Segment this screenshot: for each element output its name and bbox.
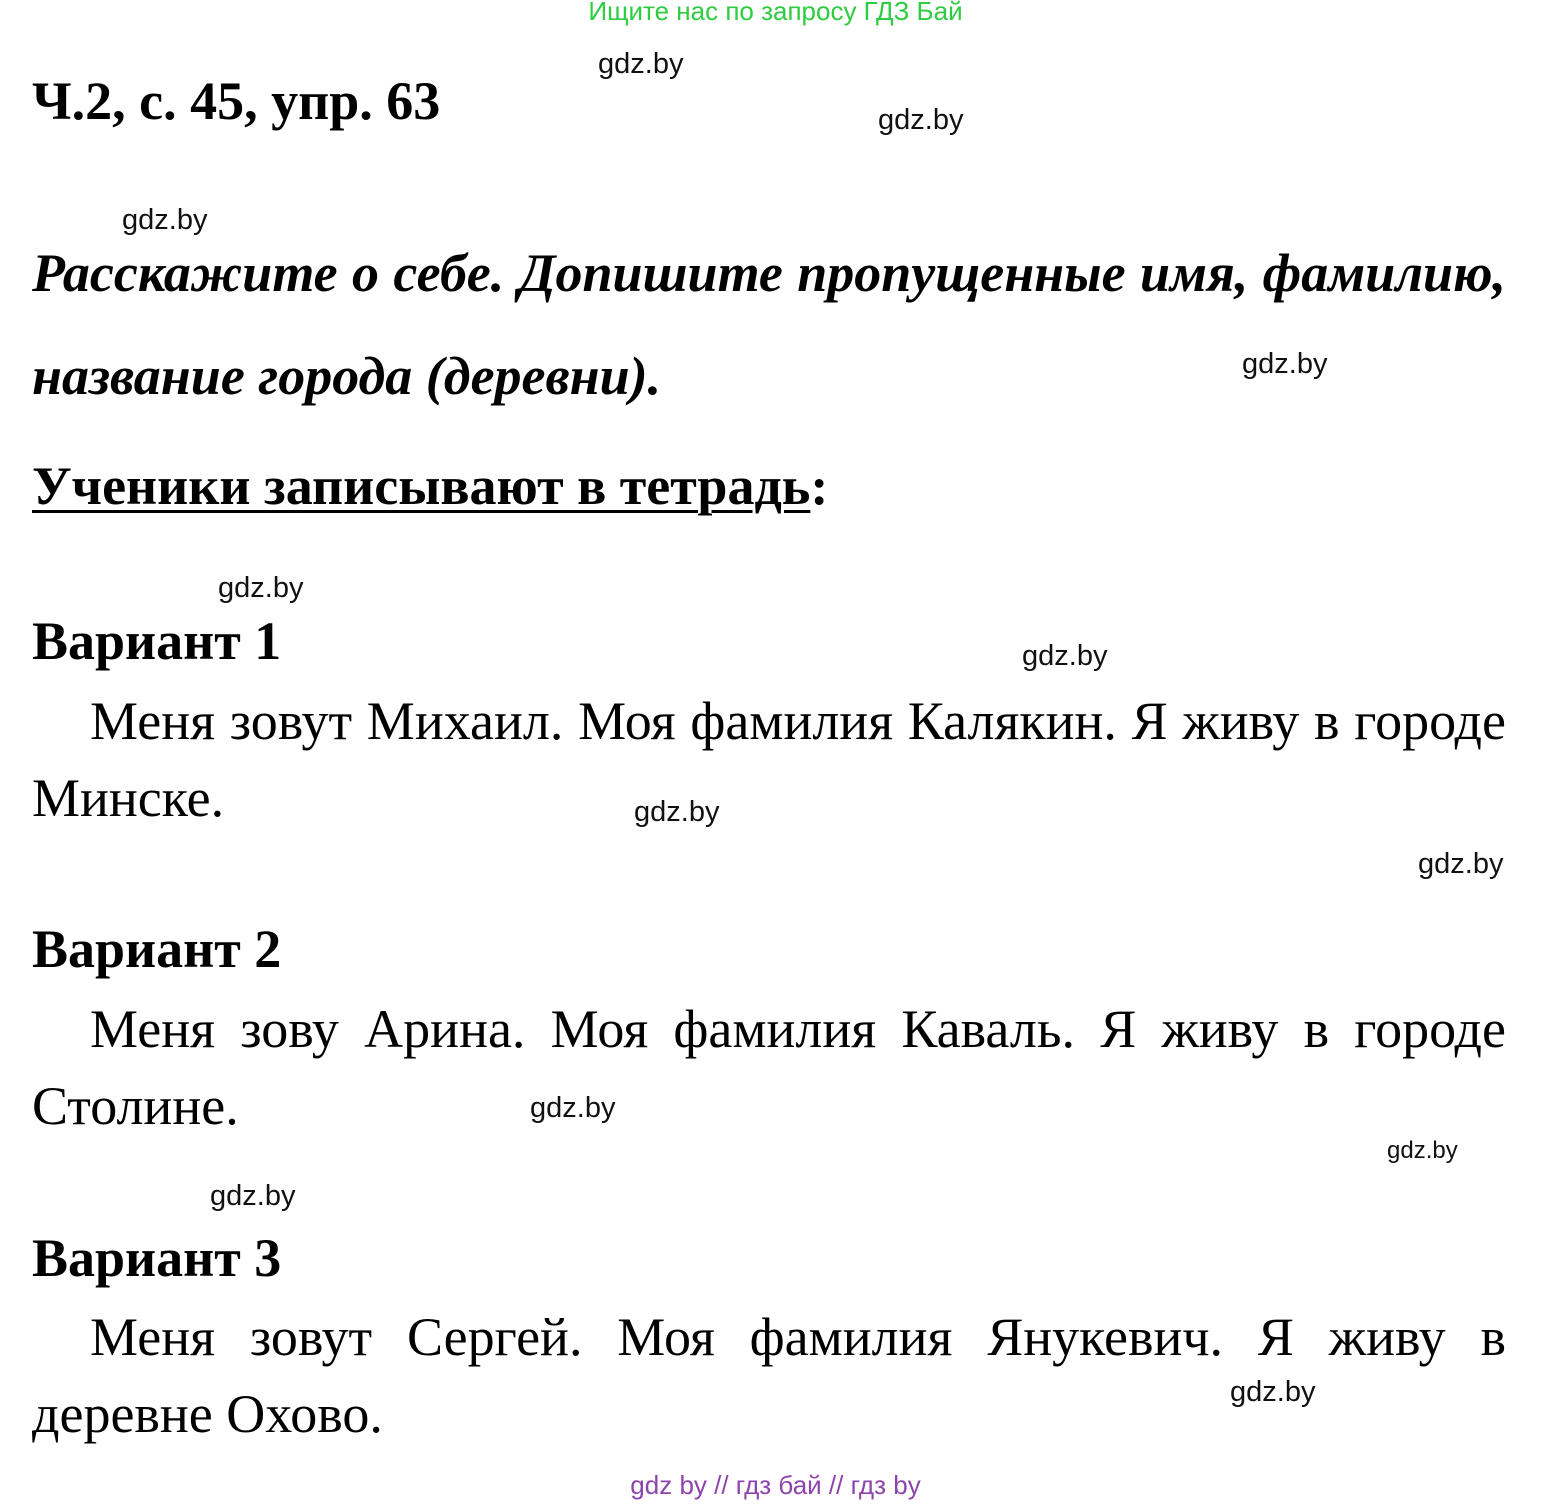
variant-text-3: Меня зовут Сергей. Моя фамилия Янукевич. Я живу в деревне Охово. [32,1307,1506,1444]
watermark: gdz.by [598,48,684,80]
watermark: gdz.by [634,796,720,828]
variant-title-3: Вариант 3 [32,1228,282,1288]
watermark: gdz.by [122,204,208,236]
top-banner: Ищите нас по запросу ГДЗ Бай [588,0,963,26]
watermark: gdz.by [1387,1137,1458,1164]
watermark: gdz.by [530,1092,616,1124]
page-title: Ч.2, с. 45, упр. 63 [32,71,441,131]
variant-title-1: Вариант 1 [32,611,282,671]
watermark: gdz.by [1242,348,1328,380]
students-note-colon: : [810,456,829,516]
task-instruction: Расскажите о себе. Допишите пропущенные имя, фамилию, название города (деревни). [32,243,1506,406]
watermark: gdz.by [1022,640,1108,672]
students-note [32,455,828,517]
students-note-label: Ученики записывают в тетрадь [32,456,811,516]
variant-text-1: Меня зовут Михаил. Моя фамилия Калякин. Я живу в городе Минске. [32,691,1506,828]
variant-title-2: Вариант 2 [32,919,282,979]
footer: gdz by // гдз бай // гдз by [630,1470,921,1500]
watermark: gdz.by [878,104,964,136]
watermark: gdz.by [1418,848,1504,880]
variant-text-2: Меня зову Арина. Моя фамилия Каваль. Я живу в городе Столине. [32,999,1506,1136]
watermark: gdz.by [1230,1376,1316,1408]
watermark: gdz.by [218,572,304,604]
watermark: gdz.by [210,1180,296,1212]
